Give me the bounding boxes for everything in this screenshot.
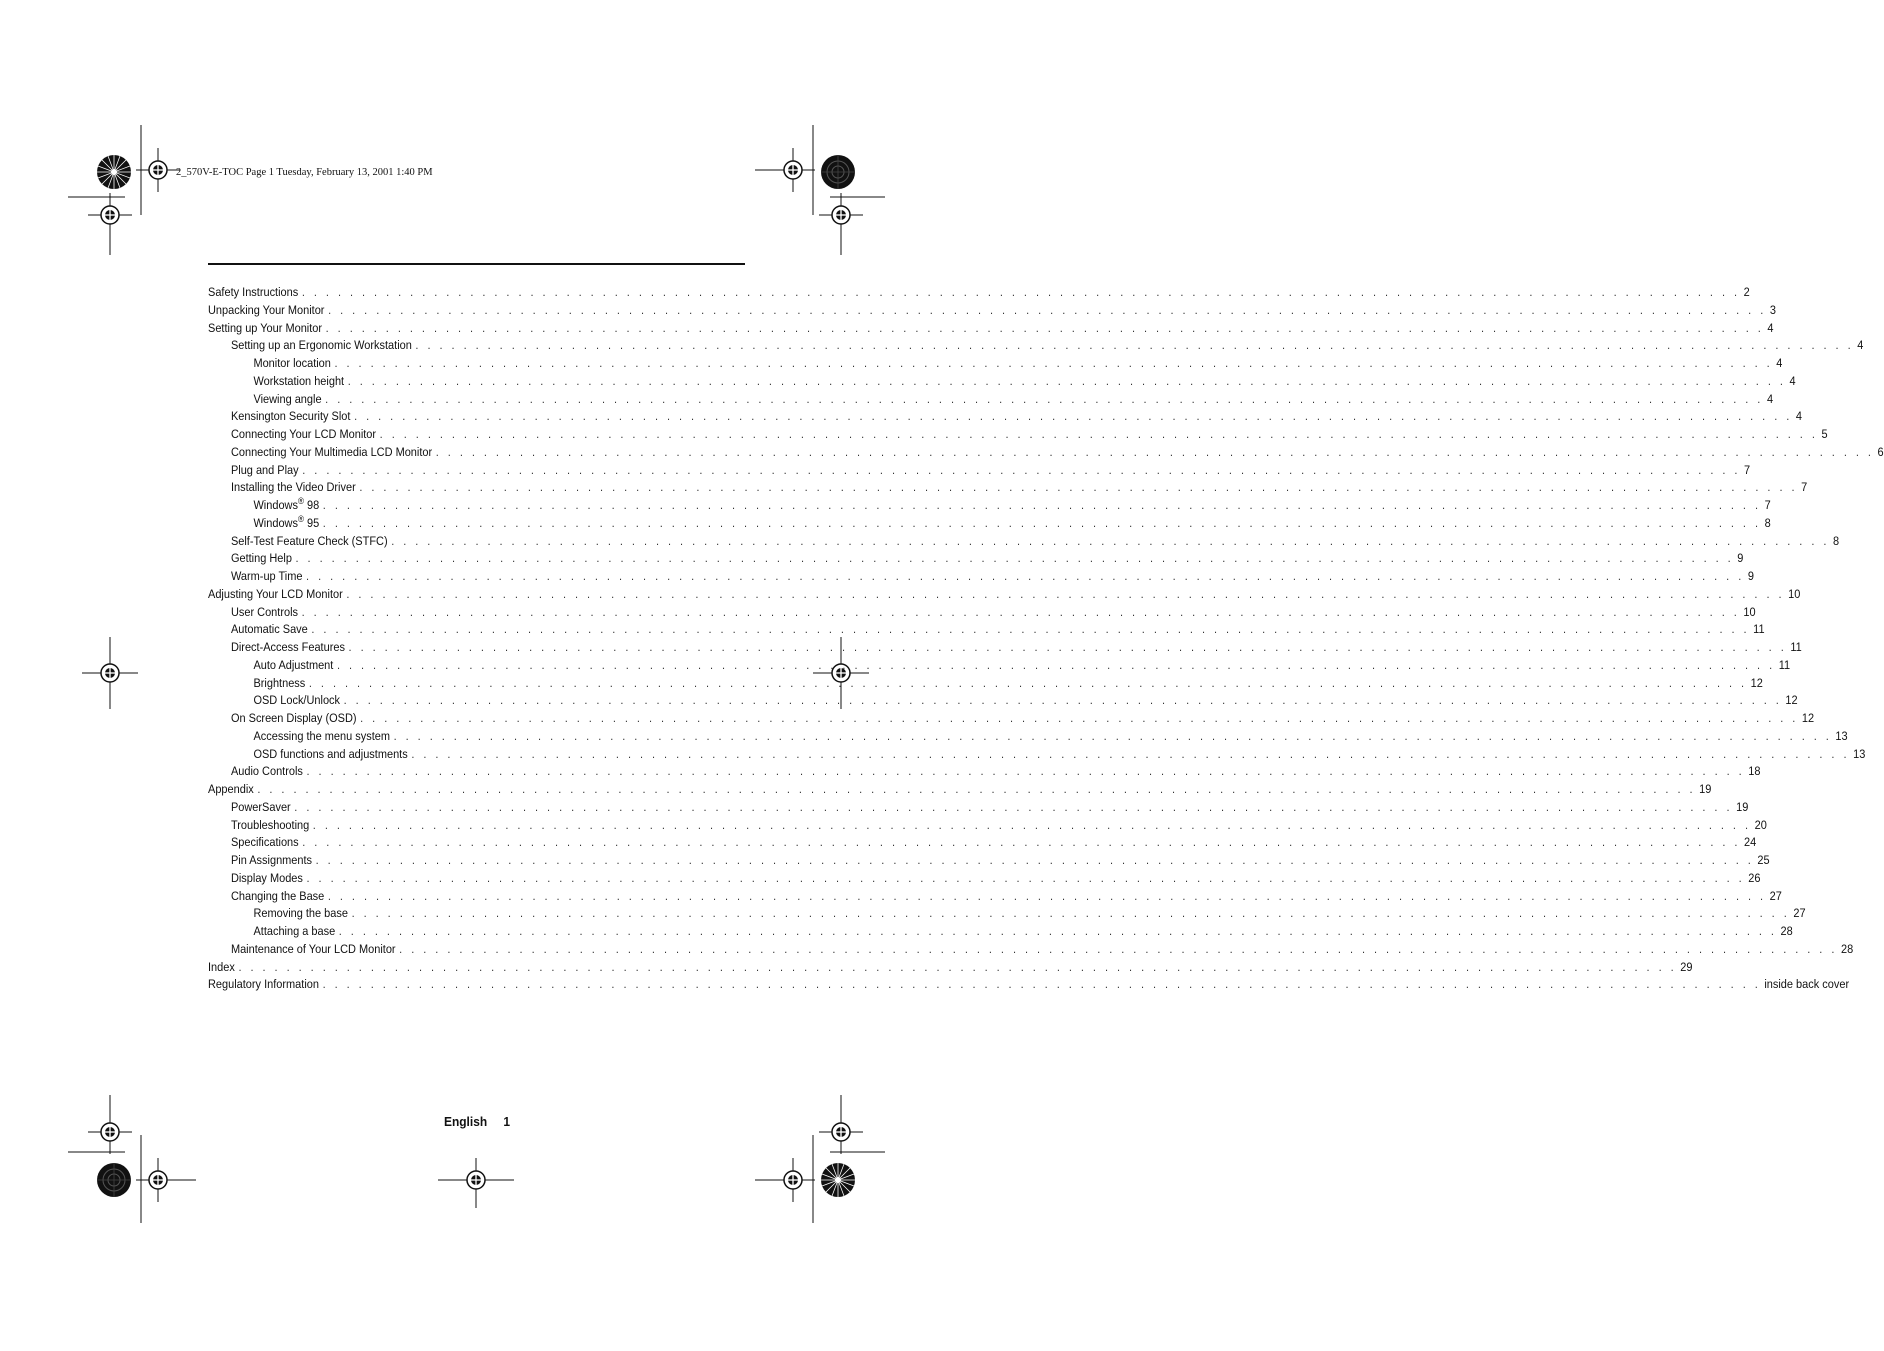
dot-leader: . . . . . . . . . . . . . . . . . . . . . . . . . . . . . . . . . . . . . . . . . . . . . . . . . . . . . . . . . . . . . . . . . . . . . . . . . . . . . . . . . . . . . . . . . . . . . . . . . . . . . . . . . . . . . . . . . . . . . . . . xyxy=(311,622,1750,637)
toc-entry[interactable] xyxy=(208,834,1757,852)
dot-leader: . . . . . . . . . . . . . . . . . . . . . . . . . . . . . . . . . . . . . . . . . . . . . . . . . . . . . . . . . . . . . . . . . . . . . . . . . . . . . . . . . . . . . . . . . . . . . . . . . . . . . . . . . . . . . . . . . . . . . . . . xyxy=(346,586,1785,601)
toc-entry[interactable] xyxy=(208,586,1801,604)
registration-target-icon xyxy=(819,193,863,237)
toc-entry[interactable] xyxy=(208,337,1864,355)
toc-entry[interactable] xyxy=(208,621,1765,639)
dot-leader: . . . . . . . . . . . . . . . . . . . . . . . . . . . . . . . . . . . . . . . . . . . . . . . . . . . . . . . . . . . . . . . . . . . . . . . . . . . . . . . . . . . . . . . . . . . . . . . . . . . . . . . . . . . . . . . . . . . . . . . . xyxy=(328,302,1767,317)
registration-target-icon xyxy=(82,637,138,709)
toc-entry-page: 19 xyxy=(1699,782,1712,796)
dot-leader: . . . . . . . . . . . . . . . . . . . . . . . . . . . . . . . . . . . . . . . . . . . . . . . . . . . . . . . . . . . . . . . . . . . . . . . . . . . . . . . . . . . . . . . . . . . . . . . . . . . . . . . . . . . . . . . . . . . . . . . . xyxy=(327,888,1767,903)
dot-leader: . . . . . . . . . . . . . . . . . . . . . . . . . . . . . . . . . . . . . . . . . . . . . . . . . . . . . . . . . . . . . . . . . . . . . . . . . . . . . . . . . . . . . . . . . . . . . . . . . . . . . . . . . . . . . . . . . . . . . . . . xyxy=(360,711,1799,725)
dot-leader: . . . . . . . . . . . . . . . . . . . . . . . . . . . . . . . . . . . . . . . . . . . . . . . . . . . . . . . . . . . . . . . . . . . . . . . . . . . . . . . . . . . . . . . . . . . . . . . . . . . . . . . . . . . . . . . . . . . . . . . . xyxy=(322,498,1761,512)
toc-entry-page: 29 xyxy=(1680,959,1693,974)
toc-entry[interactable] xyxy=(208,799,1749,817)
toc-entry-page: 11 xyxy=(1790,640,1802,654)
toc-entry[interactable] xyxy=(208,959,1693,977)
toc-entry-title: Automatic Save xyxy=(230,622,308,637)
dot-leader: . . . . . . . . . . . . . . . . . . . . . . . . . . . . . . . . . . . . . . . . . . . . . . . . . . . . . . . . . . . . . . . . . . . . . . . . . . . . . . . . . . . . . . . . . . . . . . . . . . . . . . . . . . . . . . . . . . . . . . . . xyxy=(294,799,1733,814)
registration-target-icon xyxy=(136,148,180,192)
toc-entry-title: Regulatory Information xyxy=(208,977,319,992)
page-footer xyxy=(38,1114,916,1129)
dot-leader: . . . . . . . . . . . . . . . . . . . . . . . . . . . . . . . . . . . . . . . . . . . . . . . . . . . . . . . . . . . . . . . . . . . . . . . . . . . . . . . . . . . . . . . . . . . . . . . . . . . . . . . . . . . . . . . . . . . . . . . . xyxy=(399,941,1838,956)
toc-entry[interactable] xyxy=(208,479,1808,497)
toc-entry-page: 3 xyxy=(1769,302,1776,317)
toc-entry-title: Self-Test Feature Check (STFC) xyxy=(230,533,388,548)
toc-entry-title: Connecting Your LCD Monitor xyxy=(230,427,377,441)
dot-leader: . . . . . . . . . . . . . . . . . . . . . . . . . . . . . . . . . . . . . . . . . . . . . . . . . . . . . . . . . . . . . . . . . . . . . . . . . . . . . . . . . . . . . . . . . . . . . . . . . . . . . . . . . . . . . . . . . . . . . . . . xyxy=(348,640,1787,654)
dot-leader: . . . . . . . . . . . . . . . . . . . . . . . . . . . . . . . . . . . . . . . . . . . . . . . . . . . . . . . . . . . . . . . . . . . . . . . . . . . . . . . . . . . . . . . . . . . . . . . . . . . . . . . . . . . . . . . . . . . . . . . . xyxy=(379,427,1818,441)
toc-entry-title: Specifications xyxy=(230,835,299,850)
dot-leader: . . . . . . . . . . . . . . . . . . . . . . . . . . . . . . . . . . . . . . . . . . . . . . . . . . . . . . . . . . . . . . . . . . . . . . . . . . . . . . . . . . . . . . . . . . . . . . . . . . . . . . . . . . . . . . . . . . . . . . . . xyxy=(391,533,1830,548)
registration-target-icon xyxy=(136,1158,196,1202)
toc-entry[interactable] xyxy=(208,763,1761,781)
dot-leader: . . . . . . . . . . . . . . . . . . . . . . . . . . . . . . . . . . . . . . . . . . . . . . . . . . . . . . . . . . . . . . . . . . . . . . . . . . . . . . . . . . . . . . . . . . . . . . . . . . . . . . . . . . . . . . . . . . . . . . . . xyxy=(312,817,1751,832)
dot-leader: . . . . . . . . . . . . . . . . . . . . . . . . . . . . . . . . . . . . . . . . . . . . . . . . . . . . . . . . . . . . . . . . . . . . . . . . . . . . . . . . . . . . . . . . . . . . . . . . . . . . . . . . . . . . . . . . . . . . . . . . xyxy=(411,746,1850,761)
toc-entry[interactable] xyxy=(208,302,1776,320)
toc-entry-title: Connecting Your Multimedia LCD Monitor xyxy=(230,444,433,459)
toc-entry[interactable] xyxy=(208,976,1850,994)
toc-entry-page: 7 xyxy=(1764,498,1771,512)
toc-entry-page: 13 xyxy=(1835,728,1848,743)
dot-leader: . . . . . . . . . . . . . . . . . . . . . . . . . . . . . . . . . . . . . . . . . . . . . . . . . . . . . . . . . . . . . . . . . . . . . . . . . . . . . . . . . . . . . . . . . . . . . . . . . . . . . . . . . . . . . . . . . . . . . . . . xyxy=(306,870,1745,885)
toc-entry[interactable] xyxy=(208,320,1774,338)
toc-entry[interactable] xyxy=(208,870,1761,888)
toc-entry-page: 28 xyxy=(1780,924,1793,938)
registration-target-icon xyxy=(88,193,132,237)
toc-entry[interactable] xyxy=(208,657,1791,675)
toc-entry[interactable] xyxy=(208,462,1751,480)
toc-entry-page: 8 xyxy=(1764,515,1771,530)
dot-leader: . . . . . . . . . . . . . . . . . . . . . . . . . . . . . . . . . . . . . . . . . . . . . . . . . . . . . . . . . . . . . . . . . . . . . . . . . . . . . . . . . . . . . . . . . . . . . . . . . . . . . . . . . . . . . . . . . . . . . . . . xyxy=(359,480,1798,495)
toc-entry-page: 7 xyxy=(1744,462,1751,477)
dot-leader: . . . . . . . . . . . . . . . . . . . . . . . . . . . . . . . . . . . . . . . . . . . . . . . . . . . . . . . . . . . . . . . . . . . . . . . . . . . . . . . . . . . . . . . . . . . . . . . . . . . . . . . . . . . . . . . . . . . . . . . . xyxy=(393,728,1832,743)
toc-entry-page: 9 xyxy=(1737,551,1744,566)
toc-entry[interactable] xyxy=(208,513,1771,533)
header-rule xyxy=(208,263,745,265)
toc-entry-title: Troubleshooting xyxy=(230,817,310,832)
registration-target-icon xyxy=(755,148,815,192)
toc-entry-page: 11 xyxy=(1778,657,1791,672)
toc-entry-page: 12 xyxy=(1750,675,1763,690)
toc-entry-title: Getting Help xyxy=(230,551,292,566)
dot-leader: . . . . . . . . . . . . . . . . . . . . . . . . . . . . . . . . . . . . . . . . . . . . . . . . . . . . . . . . . . . . . . . . . . . . . . . . . . . . . . . . . . . . . . . . . . . . . . . . . . . . . . . . . . . . . . . . . . . . . . . . xyxy=(302,462,1741,477)
toc-entry-page: 4 xyxy=(1795,409,1802,424)
toc-entry-page: 2 xyxy=(1743,285,1750,299)
slug-line: 2_570V-E-TOC Page 1 Tuesday, February 13, 2001 1:40 PM xyxy=(176,167,433,178)
toc-entry[interactable] xyxy=(208,604,1756,622)
toc-entry[interactable] xyxy=(208,391,1774,409)
registration-target-icon xyxy=(755,1158,815,1202)
table-of-contents xyxy=(208,284,1884,994)
toc-entry[interactable] xyxy=(208,888,1782,906)
toc-entry-title: Changing the Base xyxy=(230,888,325,903)
page-number: 1 xyxy=(503,1114,511,1129)
toc-entry[interactable] xyxy=(208,495,1771,515)
dark-register-disc-icon xyxy=(97,1163,131,1197)
toc-entry[interactable] xyxy=(208,817,1767,835)
toc-entry-page: 7 xyxy=(1801,480,1808,495)
registration-target-icon xyxy=(438,1158,514,1208)
toc-entry-page: 25 xyxy=(1757,853,1770,867)
toc-entry-page: 4 xyxy=(1776,356,1783,370)
starburst-register-icon xyxy=(97,155,131,189)
dot-leader: . . . . . . . . . . . . . . . . . . . . . . . . . . . . . . . . . . . . . . . . . . . . . . . . . . . . . . . . . . . . . . . . . . . . . . . . . . . . . . . . . . . . . . . . . . . . . . . . . . . . . . . . . . . . . . . . . . . . . . . . xyxy=(322,977,1761,992)
dot-leader: . . . . . . . . . . . . . . . . . . . . . . . . . . . . . . . . . . . . . . . . . . . . . . . . . . . . . . . . . . . . . . . . . . . . . . . . . . . . . . . . . . . . . . . . . . . . . . . . . . . . . . . . . . . . . . . . . . . . . . . . xyxy=(325,320,1764,335)
toc-entry-page: 13 xyxy=(1853,746,1866,761)
toc-entry-page: 8 xyxy=(1832,533,1840,548)
dot-leader: . . . . . . . . . . . . . . . . . . . . . . . . . . . . . . . . . . . . . . . . . . . . . . . . . . . . . . . . . . . . . . . . . . . . . . . . . . . . . . . . . . . . . . . . . . . . . . . . . . . . . . . . . . . . . . . . . . . . . . . . xyxy=(435,444,1874,459)
toc-entry[interactable] xyxy=(208,941,1854,959)
toc-entry-title: Pin Assignments xyxy=(230,853,313,867)
toc-entry-page: inside back cover xyxy=(1764,977,1850,992)
dot-leader: . . . . . . . . . . . . . . . . . . . . . . . . . . . . . . . . . . . . . . . . . . . . . . . . . . . . . . . . . . . . . . . . . . . . . . . . . . . . . . . . . . . . . . . . . . . . . . . . . . . . . . . . . . . . . . . . . . . . . . . . xyxy=(336,657,1776,672)
toc-entry-title: OSD Lock/Unlock xyxy=(253,693,341,708)
toc-entry[interactable] xyxy=(208,675,1763,693)
toc-entry-page: 19 xyxy=(1736,799,1749,814)
toc-entry-title: Kensington Security Slot xyxy=(230,409,351,424)
toc-entry-page: 24 xyxy=(1744,835,1757,850)
toc-entry[interactable] xyxy=(208,355,1783,373)
toc-entry-title: Accessing the menu system xyxy=(253,728,391,743)
dot-leader: . . . . . . . . . . . . . . . . . . . . . . . . . . . . . . . . . . . . . . . . . . . . . . . . . . . . . . . . . . . . . . . . . . . . . . . . . . . . . . . . . . . . . . . . . . . . . . . . . . . . . . . . . . . . . . . . . . . . . . . . xyxy=(325,391,1764,406)
starburst-register-icon xyxy=(821,1163,855,1197)
dot-leader: . . . . . . . . . . . . . . . . . . . . . . . . . . . . . . . . . . . . . . . . . . . . . . . . . . . . . . . . . . . . . . . . . . . . . . . . . . . . . . . . . . . . . . . . . . . . . . . . . . . . . . . . . . . . . . . . . . . . . . . . xyxy=(415,338,1854,353)
toc-entry-title: Plug and Play xyxy=(230,462,299,477)
toc-entry-page: 4 xyxy=(1766,391,1774,406)
toc-entry-title: Setting up an Ergonomic Workstation xyxy=(230,338,412,353)
dot-leader: . . . . . . . . . . . . . . . . . . . . . . . . . . . . . . . . . . . . . . . . . . . . . . . . . . . . . . . . . . . . . . . . . . . . . . . . . . . . . . . . . . . . . . . . . . . . . . . . . . . . . . . . . . . . . . . . . . . . . . . . xyxy=(238,959,1677,974)
toc-entry-page: 6 xyxy=(1877,444,1884,459)
toc-entry-title: Windows® 98 xyxy=(253,495,320,512)
toc-entry-title: Index xyxy=(208,959,235,974)
toc-entry-title: Direct-Access Features xyxy=(230,640,345,654)
toc-entry-title: Viewing angle xyxy=(253,391,322,406)
toc-entry-title: OSD functions and adjustments xyxy=(253,746,408,761)
registered-mark: ® xyxy=(297,513,304,524)
toc-entry[interactable] xyxy=(208,568,1754,586)
toc-entry-page: 26 xyxy=(1748,870,1761,885)
toc-entry[interactable] xyxy=(208,426,1828,444)
toc-entry[interactable] xyxy=(208,408,1802,426)
toc-entry-page: 12 xyxy=(1801,711,1815,725)
toc-entry[interactable] xyxy=(208,639,1802,657)
dot-leader: . . . . . . . . . . . . . . . . . . . . . . . . . . . . . . . . . . . . . . . . . . . . . . . . . . . . . . . . . . . . . . . . . . . . . . . . . . . . . . . . . . . . . . . . . . . . . . . . . . . . . . . . . . . . . . . . . . . . . . . . xyxy=(295,551,1734,566)
toc-entry-title: Maintenance of Your LCD Monitor xyxy=(230,941,396,956)
toc-entry-page: 12 xyxy=(1785,693,1798,708)
toc-entry[interactable] xyxy=(208,284,1750,302)
toc-entry-page: 20 xyxy=(1754,817,1767,832)
dot-leader: . . . . . . . . . . . . . . . . . . . . . . . . . . . . . . . . . . . . . . . . . . . . . . . . . . . . . . . . . . . . . . . . . . . . . . . . . . . . . . . . . . . . . . . . . . . . . . . . . . . . . . . . . . . . . . . . . . . . . . . . xyxy=(334,356,1773,370)
toc-entry-title: Display Modes xyxy=(230,870,303,885)
toc-entry[interactable] xyxy=(208,692,1798,710)
toc-entry-title: Appendix xyxy=(208,782,254,796)
toc-entry-title: Safety Instructions xyxy=(208,285,299,299)
dot-leader: . . . . . . . . . . . . . . . . . . . . . . . . . . . . . . . . . . . . . . . . . . . . . . . . . . . . . . . . . . . . . . . . . . . . . . . . . . . . . . . . . . . . . . . . . . . . . . . . . . . . . . . . . . . . . . . . . . . . . . . . xyxy=(308,675,1748,690)
dot-leader: . . . . . . . . . . . . . . . . . . . . . . . . . . . . . . . . . . . . . . . . . . . . . . . . . . . . . . . . . . . . . . . . . . . . . . . . . . . . . . . . . . . . . . . . . . . . . . . . . . . . . . . . . . . . . . . . . . . . . . . . xyxy=(301,285,1741,299)
toc-entry-page: 11 xyxy=(1753,622,1765,637)
toc-entry-title: Unpacking Your Monitor xyxy=(208,302,325,317)
toc-entry[interactable] xyxy=(208,444,1884,462)
toc-entry[interactable] xyxy=(208,710,1815,728)
dot-leader: . . . . . . . . . . . . . . . . . . . . . . . . . . . . . . . . . . . . . . . . . . . . . . . . . . . . . . . . . . . . . . . . . . . . . . . . . . . . . . . . . . . . . . . . . . . . . . . . . . . . . . . . . . . . . . . . . . . . . . . . xyxy=(343,693,1782,708)
toc-entry-title: Adjusting Your LCD Monitor xyxy=(208,586,343,601)
dot-leader: . . . . . . . . . . . . . . . . . . . . . . . . . . . . . . . . . . . . . . . . . . . . . . . . . . . . . . . . . . . . . . . . . . . . . . . . . . . . . . . . . . . . . . . . . . . . . . . . . . . . . . . . . . . . . . . . . . . . . . . . xyxy=(306,569,1745,583)
toc-entry[interactable] xyxy=(208,728,1848,746)
dot-leader: . . . . . . . . . . . . . . . . . . . . . . . . . . . . . . . . . . . . . . . . . . . . . . . . . . . . . . . . . . . . . . . . . . . . . . . . . . . . . . . . . . . . . . . . . . . . . . . . . . . . . . . . . . . . . . . . . . . . . . . . xyxy=(257,782,1696,796)
dot-leader: . . . . . . . . . . . . . . . . . . . . . . . . . . . . . . . . . . . . . . . . . . . . . . . . . . . . . . . . . . . . . . . . . . . . . . . . . . . . . . . . . . . . . . . . . . . . . . . . . . . . . . . . . . . . . . . . . . . . . . . . xyxy=(338,924,1777,938)
toc-entry-page: 10 xyxy=(1788,586,1801,601)
dot-leader: . . . . . . . . . . . . . . . . . . . . . . . . . . . . . . . . . . . . . . . . . . . . . . . . . . . . . . . . . . . . . . . . . . . . . . . . . . . . . . . . . . . . . . . . . . . . . . . . . . . . . . . . . . . . . . . . . . . . . . . . xyxy=(351,906,1790,921)
toc-entry-title: On Screen Display (OSD) xyxy=(230,711,357,725)
toc-entry-page: 27 xyxy=(1769,888,1782,903)
footer-language: English xyxy=(443,1114,488,1129)
toc-entry[interactable] xyxy=(208,852,1770,870)
toc-entry-title: User Controls xyxy=(230,604,298,619)
toc-entry[interactable] xyxy=(208,550,1744,568)
dot-leader: . . . . . . . . . . . . . . . . . . . . . . . . . . . . . . . . . . . . . . . . . . . . . . . . . . . . . . . . . . . . . . . . . . . . . . . . . . . . . . . . . . . . . . . . . . . . . . . . . . . . . . . . . . . . . . . . . . . . . . . . xyxy=(306,764,1745,779)
dot-leader: . . . . . . . . . . . . . . . . . . . . . . . . . . . . . . . . . . . . . . . . . . . . . . . . . . . . . . . . . . . . . . . . . . . . . . . . . . . . . . . . . . . . . . . . . . . . . . . . . . . . . . . . . . . . . . . . . . . . . . . . xyxy=(302,835,1741,850)
toc-entry-page: 4 xyxy=(1789,373,1796,388)
toc-entry-title: PowerSaver xyxy=(230,799,291,814)
toc-entry-page: 9 xyxy=(1747,569,1754,583)
toc-entry-page: 28 xyxy=(1840,941,1854,956)
toc-entry-page: 18 xyxy=(1748,764,1761,779)
toc-entry-page: 10 xyxy=(1743,604,1756,619)
dot-leader: . . . . . . . . . . . . . . . . . . . . . . . . . . . . . . . . . . . . . . . . . . . . . . . . . . . . . . . . . . . . . . . . . . . . . . . . . . . . . . . . . . . . . . . . . . . . . . . . . . . . . . . . . . . . . . . . . . . . . . . . xyxy=(301,604,1740,619)
dot-leader: . . . . . . . . . . . . . . . . . . . . . . . . . . . . . . . . . . . . . . . . . . . . . . . . . . . . . . . . . . . . . . . . . . . . . . . . . . . . . . . . . . . . . . . . . . . . . . . . . . . . . . . . . . . . . . . . . . . . . . . . xyxy=(322,515,1761,530)
toc-entry-page: 27 xyxy=(1793,906,1806,921)
toc-entry-title: Monitor location xyxy=(253,356,331,370)
toc-entry-title: Attaching a base xyxy=(253,924,336,938)
dark-register-disc-icon xyxy=(821,155,855,189)
toc-entry-title: Setting up Your Monitor xyxy=(208,320,323,335)
toc-entry-title: Workstation height xyxy=(253,373,345,388)
toc-entry-title: Brightness xyxy=(253,675,306,690)
toc-entry-title: Auto Adjustment xyxy=(253,657,334,672)
registered-mark: ® xyxy=(297,495,304,506)
toc-entry[interactable] xyxy=(208,781,1712,799)
toc-entry-title: Audio Controls xyxy=(230,764,303,779)
dot-leader: . . . . . . . . . . . . . . . . . . . . . . . . . . . . . . . . . . . . . . . . . . . . . . . . . . . . . . . . . . . . . . . . . . . . . . . . . . . . . . . . . . . . . . . . . . . . . . . . . . . . . . . . . . . . . . . . . . . . . . . . xyxy=(315,853,1754,867)
toc-entry[interactable] xyxy=(208,923,1793,941)
dot-leader: . . . . . . . . . . . . . . . . . . . . . . . . . . . . . . . . . . . . . . . . . . . . . . . . . . . . . . . . . . . . . . . . . . . . . . . . . . . . . . . . . . . . . . . . . . . . . . . . . . . . . . . . . . . . . . . . . . . . . . . . xyxy=(354,409,1793,424)
toc-entry-page: 4 xyxy=(1767,320,1774,335)
toc-entry[interactable] xyxy=(208,905,1806,923)
toc-entry-title: Removing the base xyxy=(253,906,348,921)
toc-entry[interactable] xyxy=(208,373,1796,391)
toc-entry-title: Installing the Video Driver xyxy=(230,480,356,495)
toc-entry-title: Windows® 95 xyxy=(253,513,320,530)
dot-leader: . . . . . . . . . . . . . . . . . . . . . . . . . . . . . . . . . . . . . . . . . . . . . . . . . . . . . . . . . . . . . . . . . . . . . . . . . . . . . . . . . . . . . . . . . . . . . . . . . . . . . . . . . . . . . . . . . . . . . . . . xyxy=(347,373,1786,388)
toc-entry-title: Warm-up Time xyxy=(230,569,303,583)
toc-entry[interactable] xyxy=(208,533,1840,551)
toc-entry-page: 5 xyxy=(1821,427,1828,441)
toc-entry-page: 4 xyxy=(1857,338,1864,353)
toc-entry[interactable] xyxy=(208,746,1866,764)
